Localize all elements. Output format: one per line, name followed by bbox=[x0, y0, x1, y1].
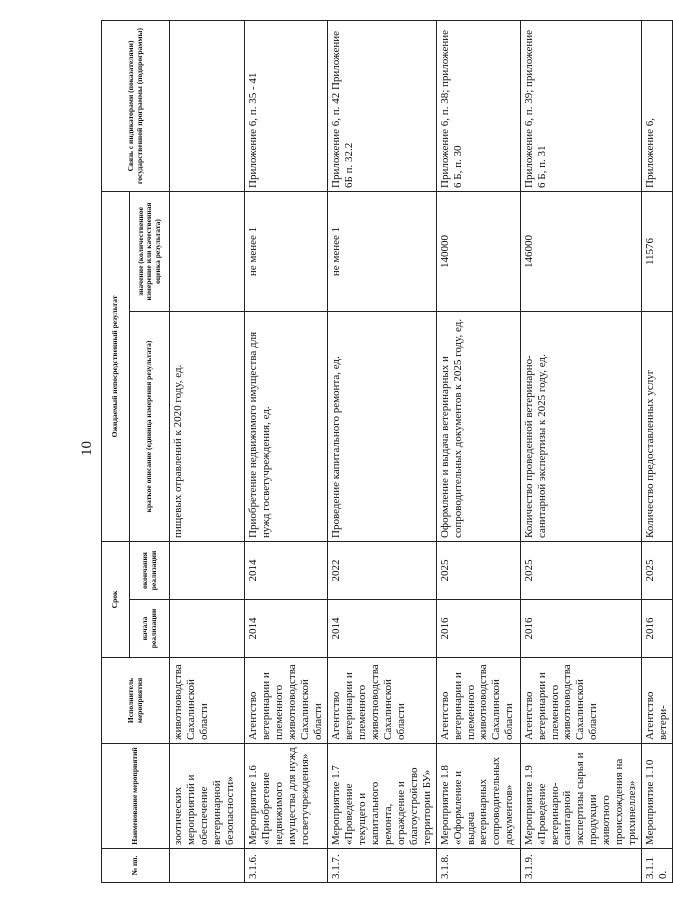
row-num: 3.1.7. bbox=[327, 849, 436, 883]
row-name: Мероприятие 1.6 «Приобретение недвижимого имущества для нужд госветучреждения» bbox=[245, 744, 328, 849]
table-row bbox=[436, 20, 520, 882]
row-name: Мероприятие 1.8 «Оформление и выдача ветеринарных сопроводительных документов» bbox=[436, 744, 520, 849]
row-end: 2025 bbox=[520, 541, 642, 599]
row-brief: Приобретение недвижимого имущества для нужд госветучреждения, ед. bbox=[245, 311, 328, 541]
row-brief: Проведение капитального ремонта, ед. bbox=[327, 311, 436, 541]
row-value: не менее 1 bbox=[245, 191, 328, 311]
table-row bbox=[642, 20, 673, 882]
row-name: зоотических мероприятий и обеспечение ветеринарной безопасности» bbox=[170, 744, 245, 849]
row-start: 2014 bbox=[327, 600, 436, 658]
row-start: 2016 bbox=[642, 600, 673, 658]
header-link: Связь с индикаторами (показателями) государственной программы (подпрограммы) bbox=[102, 20, 170, 191]
table-row bbox=[520, 20, 642, 882]
table-row bbox=[245, 20, 328, 882]
rotated-table-container bbox=[101, 21, 670, 883]
header-brief: краткое описание (единица измерения результата) bbox=[130, 311, 170, 541]
row-executor: Агентство ветери- bbox=[642, 658, 673, 744]
row-start: 2014 bbox=[245, 600, 328, 658]
header-start: начала реализации bbox=[130, 600, 170, 658]
header-executor: Исполнитель мероприятия bbox=[102, 658, 170, 744]
row-brief: Количество предоставленных услуг bbox=[642, 311, 673, 541]
row-value bbox=[170, 191, 245, 311]
row-brief: Оформление и выдача ветеринарных и сопроводительных документов к 2025 году, ед. bbox=[436, 311, 520, 541]
row-link: Приложение 6, п. 35 - 41 bbox=[245, 20, 328, 191]
row-link: Приложение 6, п. 39; приложение 6 Б, п. 31 bbox=[520, 20, 642, 191]
row-executor: Агентство ветеринарии и племенного животноводства Сахалинской области bbox=[245, 658, 328, 744]
header-end: окончания реализации bbox=[130, 541, 170, 599]
row-executor: Агентство ветеринарии и племенного животноводства Сахалинской области bbox=[520, 658, 642, 744]
header-name: Наименование мероприятий bbox=[102, 744, 170, 849]
row-value: 11576 bbox=[642, 191, 673, 311]
header-num: № пп. bbox=[102, 849, 170, 883]
page-number: 10 bbox=[79, 441, 95, 456]
table-row bbox=[327, 20, 436, 882]
row-end: 2025 bbox=[436, 541, 520, 599]
row-executor: Агентство ветеринарии и племенного животноводства Сахалинской области bbox=[436, 658, 520, 744]
row-link: Приложение 6, п. 38; приложение 6 Б, п. 30 bbox=[436, 20, 520, 191]
row-link: Приложение 6, bbox=[642, 20, 673, 191]
row-start: 2016 bbox=[520, 600, 642, 658]
row-num: 3.1.6. bbox=[245, 849, 328, 883]
row-num: 3.1.10. bbox=[642, 849, 673, 883]
row-link bbox=[170, 20, 245, 191]
row-num: 3.1.9. bbox=[520, 849, 642, 883]
row-brief: пищевых отравлений к 2020 году, ед. bbox=[170, 311, 245, 541]
row-start bbox=[170, 600, 245, 658]
header-expected-result: Ожидаемый непосредственный результат bbox=[102, 191, 130, 541]
row-link: Приложение 6, п. 42 Приложение 6Б п. 32.2 bbox=[327, 20, 436, 191]
header-value: значение (количественное измерение или качественная оценка результата) bbox=[130, 191, 170, 311]
row-name: Мероприятие 1.9 «Проведение ветеринарно-санитарной экспертизы сырья и продукции животного происхождения на трихинеллез» bbox=[520, 744, 642, 849]
row-end: 2014 bbox=[245, 541, 328, 599]
row-executor: животноводства Сахалинской области bbox=[170, 658, 245, 744]
row-value: не менее 1 bbox=[327, 191, 436, 311]
row-value: 146000 bbox=[520, 191, 642, 311]
row-end: 2022 bbox=[327, 541, 436, 599]
row-name: Мероприятие 1.10 bbox=[642, 744, 673, 849]
row-end bbox=[170, 541, 245, 599]
row-end: 2025 bbox=[642, 541, 673, 599]
row-start: 2016 bbox=[436, 600, 520, 658]
header-term: Срок bbox=[102, 541, 130, 657]
row-num bbox=[170, 849, 245, 883]
activities-table bbox=[101, 20, 673, 883]
row-name: Мероприятие 1.7 «Проведение текущего и капитального ремонта, ограждение и благоустройство территории БУ» bbox=[327, 744, 436, 849]
row-value: 140000 bbox=[436, 191, 520, 311]
table-row bbox=[170, 20, 245, 882]
row-brief: Количество проведенной ветеринарно-санитарной экспертизы к 2025 году, ед. bbox=[520, 311, 642, 541]
row-executor: Агентство ветеринарии и племенного животноводства Сахалинской области bbox=[327, 658, 436, 744]
row-num: 3.1.8. bbox=[436, 849, 520, 883]
